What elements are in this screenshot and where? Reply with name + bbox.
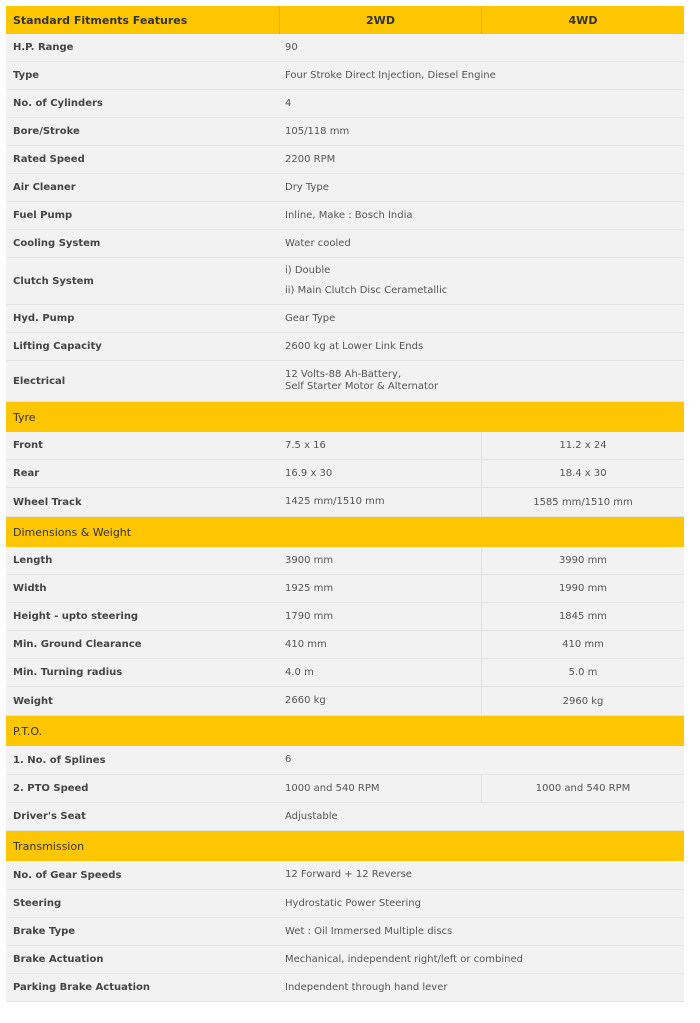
section-title: Dimensions & Weight — [13, 525, 132, 539]
row-value: 90 — [285, 41, 298, 53]
row-label: Lifting Capacity — [13, 341, 102, 352]
table-row — [6, 946, 684, 974]
row-label: Height - upto steering — [13, 611, 139, 622]
table-row — [6, 746, 684, 775]
row-label: No. of Gear Speeds — [13, 869, 122, 881]
header-2wd: 2WD — [279, 6, 481, 34]
value-4wd: 410 mm — [481, 631, 684, 658]
value-2wd: 1790 mm — [285, 610, 334, 622]
table-row — [6, 861, 684, 890]
row-label: Clutch System — [13, 275, 94, 287]
table-row — [6, 305, 684, 333]
header-4wd: 4WD — [481, 6, 684, 34]
row-value: Adjustable — [285, 810, 338, 822]
table-row — [6, 90, 684, 118]
row-label: Parking Brake Actuation — [13, 982, 151, 993]
row-value: 105/118 mm — [285, 125, 350, 137]
table-row — [6, 775, 684, 803]
value-4wd: 18.4 x 30 — [481, 460, 684, 487]
row-label: Type — [13, 70, 40, 81]
table-header — [6, 6, 684, 34]
value-4wd: 1845 mm — [481, 603, 684, 630]
row-label: Brake Actuation — [13, 954, 104, 965]
row-value: Gear Type — [285, 312, 336, 324]
table-row — [6, 918, 684, 946]
value-2wd: 7.5 x 16 — [285, 439, 326, 451]
value-2wd: 2660 kg — [285, 695, 326, 706]
row-value: Mechanical, independent right/left or combined — [285, 953, 523, 965]
electrical-line-2: Self Starter Motor & Alternator — [285, 381, 439, 392]
section-title: Transmission — [13, 839, 85, 853]
table-row — [6, 547, 684, 575]
row-label: Rear — [13, 468, 40, 479]
row-label: Length — [13, 555, 53, 566]
table-row — [6, 432, 684, 460]
section-header-transmission — [6, 831, 684, 861]
row-value: 2600 kg at Lower Link Ends — [285, 340, 424, 352]
table-row — [6, 603, 684, 631]
table-row — [6, 34, 684, 62]
row-label: 1. No. of Splines — [13, 754, 106, 766]
table-row — [6, 118, 684, 146]
value-2wd: 1000 and 540 RPM — [285, 782, 380, 794]
spec-table — [6, 6, 684, 1002]
row-value: 4 — [285, 97, 292, 109]
row-label: Front — [13, 440, 43, 451]
value-2wd: 1425 mm/1510 mm — [285, 496, 385, 507]
value-2wd: 410 mm — [285, 638, 327, 650]
row-label: Min. Ground Clearance — [13, 639, 142, 650]
clutch-line-1: i) Double — [285, 265, 331, 276]
row-label: 2. PTO Speed — [13, 783, 89, 794]
value-4wd: 5.0 m — [481, 659, 684, 686]
row-value: Hydrostatic Power Steering — [285, 897, 421, 909]
row-value — [279, 258, 684, 304]
section-header-dimensions — [6, 517, 684, 547]
table-row — [6, 659, 684, 687]
value-4wd: 3990 mm — [481, 547, 684, 574]
row-value: Four Stroke Direct Injection, Diesel Engine — [285, 69, 496, 81]
row-label: H.P. Range — [13, 42, 74, 53]
table-row — [6, 146, 684, 174]
table-row — [6, 803, 684, 831]
table-row — [6, 687, 684, 716]
row-label: Rated Speed — [13, 154, 85, 165]
row-label: Fuel Pump — [13, 210, 73, 221]
value-4wd: 1990 mm — [481, 575, 684, 602]
row-label: Cooling System — [13, 238, 101, 249]
clutch-line-2: ii) Main Clutch Disc Cerametallic — [285, 285, 448, 296]
value-2wd: 4.0 m — [285, 666, 314, 678]
row-value: Wet : Oil Immersed Multiple discs — [285, 925, 453, 937]
value-2wd: 16.9 x 30 — [285, 467, 333, 479]
section-header-tyre — [6, 402, 684, 432]
row-label: Driver's Seat — [13, 811, 86, 822]
table-row — [6, 174, 684, 202]
table-row — [6, 62, 684, 90]
row-value: 2200 RPM — [285, 153, 336, 165]
row-value: Dry Type — [285, 181, 329, 193]
row-label: Min. Turning radius — [13, 667, 123, 678]
row-value: Water cooled — [285, 237, 351, 249]
table-row — [6, 974, 684, 1002]
value-2wd: 1925 mm — [285, 582, 334, 594]
value-4wd: 2960 kg — [481, 687, 684, 715]
table-row-electrical — [6, 361, 684, 402]
row-label: Air Cleaner — [13, 182, 76, 193]
table-row — [6, 890, 684, 918]
table-row — [6, 575, 684, 603]
electrical-line-1: 12 Volts-88 Ah-Battery, — [285, 369, 402, 380]
row-label: Wheel Track — [13, 496, 82, 508]
row-label: No. of Cylinders — [13, 98, 103, 109]
table-row — [6, 631, 684, 659]
table-row — [6, 488, 684, 517]
row-value: Independent through hand lever — [285, 981, 448, 993]
row-value: 12 Forward + 12 Reverse — [285, 869, 412, 880]
table-row — [6, 460, 684, 488]
table-row — [6, 230, 684, 258]
row-value — [279, 361, 684, 401]
section-title: P.T.O. — [13, 724, 43, 738]
row-label: Weight — [13, 695, 53, 707]
row-label: Bore/Stroke — [13, 126, 80, 137]
header-feature: Standard Fitments Features — [13, 13, 188, 27]
row-label: Hyd. Pump — [13, 313, 75, 324]
value-4wd: 1000 and 540 RPM — [481, 775, 684, 802]
table-row-clutch — [6, 258, 684, 305]
row-value: 6 — [285, 754, 292, 765]
section-title: Tyre — [13, 410, 36, 424]
row-label: Electrical — [13, 375, 66, 387]
table-row — [6, 333, 684, 361]
row-label: Width — [13, 583, 47, 594]
row-label: Brake Type — [13, 926, 76, 937]
value-4wd: 1585 mm/1510 mm — [481, 488, 684, 516]
value-4wd: 11.2 x 24 — [481, 432, 684, 459]
table-row — [6, 202, 684, 230]
section-header-pto — [6, 716, 684, 746]
value-2wd: 3900 mm — [285, 554, 334, 566]
row-value: Inline, Make : Bosch India — [285, 209, 413, 221]
row-label: Steering — [13, 898, 62, 909]
